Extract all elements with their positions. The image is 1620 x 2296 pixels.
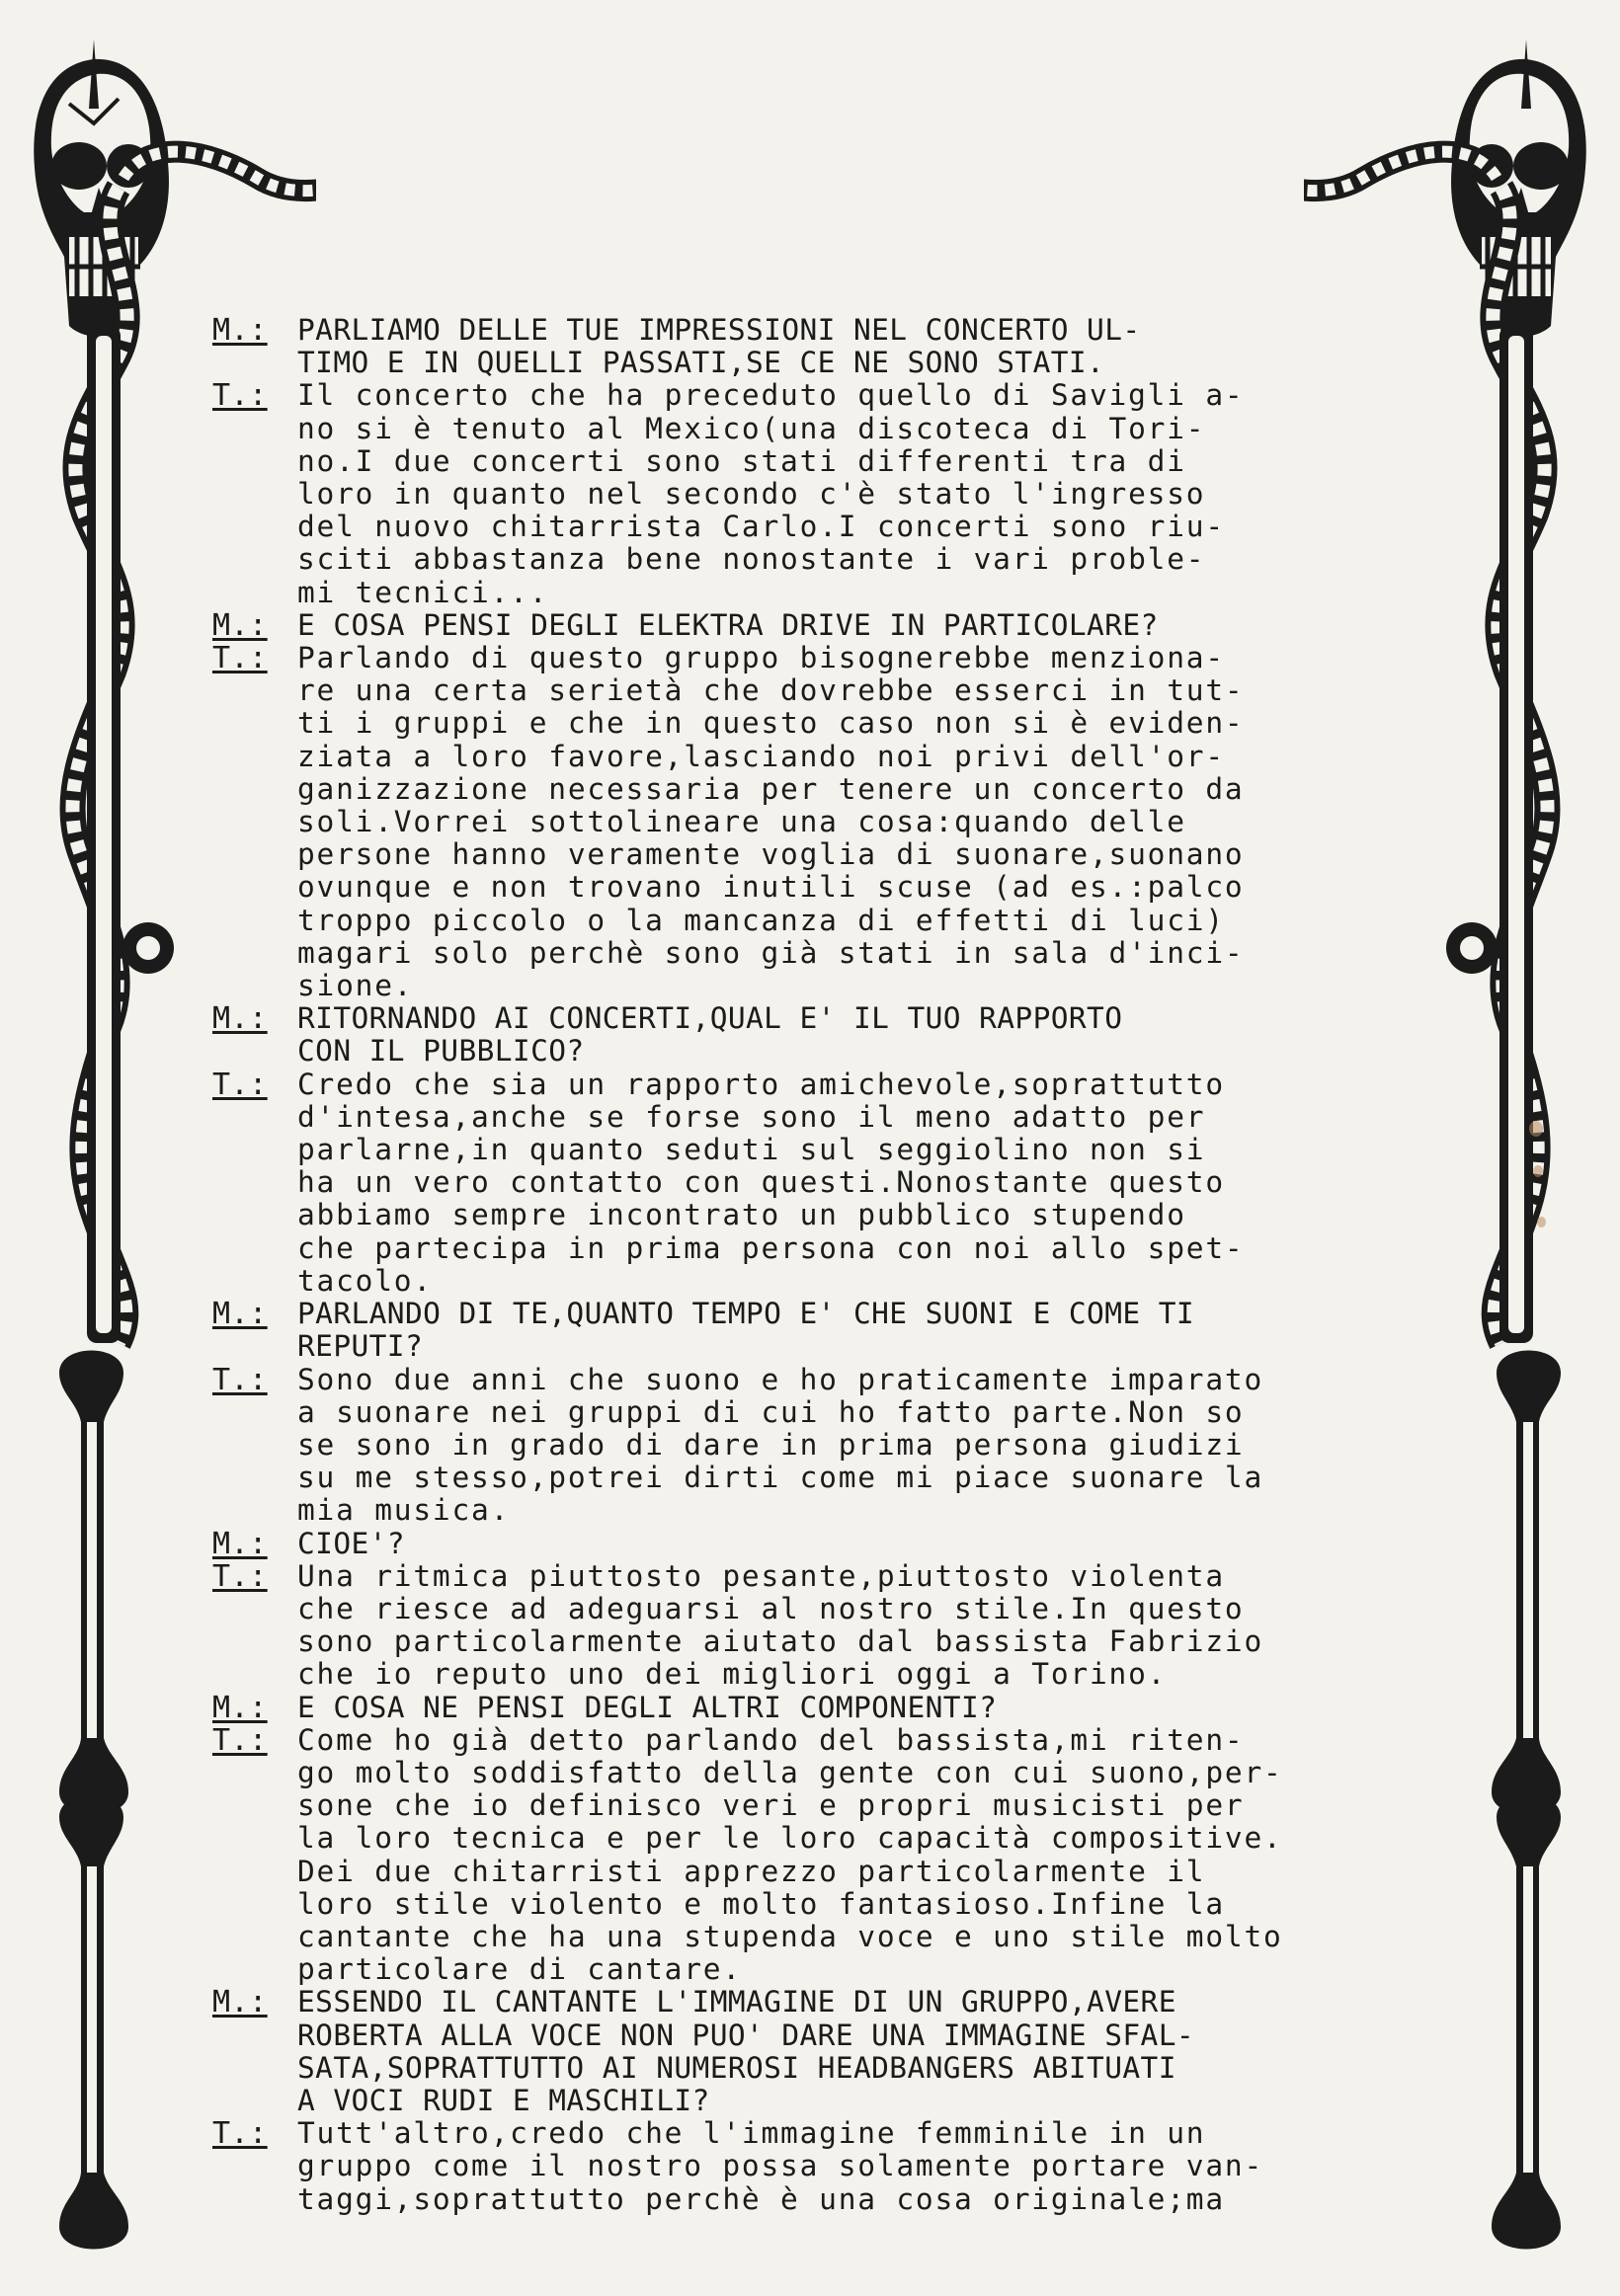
interviewer-question <box>212 609 1378 642</box>
text-line: tacolo. <box>297 1263 433 1298</box>
text-line: a suonare nei gruppi di cui ho fatto parte.Non so <box>297 1394 1245 1429</box>
femur-bone-icon <box>1492 1795 1561 2250</box>
interviewee-answer <box>212 379 1378 608</box>
text-line: soli.Vorrei sottolineare una cosa:quando delle <box>297 805 1186 839</box>
text-line: ti i gruppi e che in questo caso non si è eviden- <box>297 706 1245 741</box>
block-text <box>297 1560 1378 1692</box>
text-line: particolare di cantare. <box>297 1952 742 1987</box>
interviewer-question <box>212 1528 1378 1560</box>
interviewee-answer <box>212 1364 1378 1528</box>
text-line: CON IL PUBBLICO? <box>297 1034 585 1069</box>
paper-stain <box>1537 1217 1546 1227</box>
text-line: loro in quanto nel secondo c'è stato l'ingresso <box>297 477 1206 512</box>
skull-icon <box>1451 40 1586 337</box>
text-line: ziata a loro favore,lasciando noi privi dell'or- <box>297 739 1225 773</box>
speaker-label <box>212 1724 297 1757</box>
text-line: PARLANDO DI TE,QUANTO TEMPO E' CHE SUONI E COME TI <box>297 1297 1195 1331</box>
interviewer-question <box>212 1692 1378 1724</box>
text-line: ganizzazione necessaria per tenere un concerto da <box>297 771 1245 806</box>
speaker-initial: M.: <box>212 1001 268 1037</box>
block-text <box>297 1069 1378 1298</box>
text-line: mia musica. <box>297 1493 511 1528</box>
speaker-initial: T.: <box>212 1362 268 1397</box>
block-text <box>297 1298 1378 1363</box>
speaker-initial: M.: <box>212 1526 268 1561</box>
text-line: Una ritmica piuttosto pesante,piuttosto violenta <box>297 1558 1225 1593</box>
interviewee-answer <box>212 642 1378 1002</box>
interviewer-question <box>212 314 1378 379</box>
text-line: Parlando di questo gruppo bisognerebbe menziona- <box>297 641 1225 675</box>
text-line: Sono due anni che suono e ho praticamente imparato <box>297 1362 1264 1396</box>
speaker-initial: T.: <box>212 641 268 676</box>
text-line: ESSENDO IL CANTANTE L'IMMAGINE DI UN GRUPPO,AVERE <box>297 1985 1176 2019</box>
text-line: del nuovo chitarrista Carlo.I concerti sono riu- <box>297 510 1225 544</box>
interview-transcript <box>212 314 1378 2216</box>
text-line: no si è tenuto al Mexico(una discoteca di Tori- <box>297 411 1206 445</box>
speaker-initial: T.: <box>212 1067 268 1102</box>
speaker-initial: T.: <box>212 1722 268 1758</box>
text-line: re una certa serietà che dovrebbe esserci in tut- <box>297 673 1245 708</box>
block-text <box>297 1724 1378 1987</box>
text-line: sono particolarmente aiutato dal bassista Fabrizio <box>297 1624 1264 1659</box>
speaker-label <box>212 642 297 674</box>
text-line: sione. <box>297 969 414 1003</box>
speaker-initial: T.: <box>212 2116 268 2152</box>
text-line: loro stile violento e molto fantasioso.Infine la <box>297 1886 1225 1921</box>
block-text <box>297 2117 1378 2216</box>
interviewer-question <box>212 1002 1378 1068</box>
text-line: sone che io definisco veri e propri musicisti per <box>297 1788 1245 1823</box>
skull-icon <box>34 40 169 337</box>
spine-bone-icon <box>87 326 174 1343</box>
text-line: che riesce ad adeguarsi al nostro stile.In questo <box>297 1591 1245 1625</box>
speaker-label <box>212 1002 297 1035</box>
text-line: Dei due chitarristi apprezzo particolarmente il <box>297 1854 1206 1888</box>
text-line: REPUTI? <box>297 1329 424 1364</box>
speaker-initial: M.: <box>212 1297 268 1332</box>
speaker-initial: M.: <box>212 1985 268 2020</box>
text-line: se sono in grado di dare in prima persona giudizi <box>297 1427 1245 1462</box>
text-line: Tutt'altro,credo che l'immagine femminile in un <box>297 2116 1206 2151</box>
femur-bone-icon <box>59 1351 128 1815</box>
speaker-label <box>212 379 297 412</box>
text-line: persone hanno veramente voglia di suonare,suonano <box>297 837 1245 872</box>
interviewee-answer <box>212 1560 1378 1692</box>
block-text <box>297 314 1378 379</box>
interviewee-answer <box>212 2117 1378 2216</box>
text-line: gruppo come il nostro possa solamente portare van- <box>297 2149 1264 2183</box>
text-line: SATA,SOPRATTUTTO AI NUMEROSI HEADBANGERS ABITUATI <box>297 2050 1176 2085</box>
text-line: E COSA NE PENSI DEGLI ALTRI COMPONENTI? <box>297 1690 998 1724</box>
speaker-label <box>212 1069 297 1101</box>
spine-bone-icon <box>1446 326 1533 1343</box>
text-line: ROBERTA ALLA VOCE NON PUO' DARE UNA IMMAGINE SFAL- <box>297 2018 1195 2052</box>
text-line: E COSA PENSI DEGLI ELEKTRA DRIVE IN PARTICOLARE? <box>297 607 1159 642</box>
text-line: taggi,soprattutto perchè è una cosa originale;ma <box>297 2181 1225 2216</box>
text-line: Credo che sia un rapporto amichevole,soprattutto <box>297 1067 1225 1101</box>
speaker-initial: T.: <box>212 1558 268 1594</box>
text-line: ha un vero contatto con questi.Nonostante questo <box>297 1165 1225 1200</box>
text-line: RITORNANDO AI CONCERTI,QUAL E' IL TUO RAPPORTO <box>297 1001 1123 1036</box>
block-text <box>297 1528 1378 1560</box>
interviewer-question <box>212 1986 1378 2117</box>
text-line: la loro tecnica e per le loro capacità compositive. <box>297 1821 1283 1856</box>
text-line: cantante che ha una stupenda voce e uno stile molto <box>297 1919 1283 1953</box>
text-line: CIOE'? <box>297 1526 405 1560</box>
text-line: troppo piccolo o la mancanza di effetti di luci) <box>297 903 1225 937</box>
speaker-label <box>212 1528 297 1560</box>
text-line: su me stesso,potrei dirti come mi piace suonare la <box>297 1461 1264 1495</box>
text-line: PARLIAMO DELLE TUE IMPRESSIONI NEL CONCERTO UL- <box>297 313 1141 347</box>
speaker-label <box>212 1298 297 1330</box>
text-line: che partecipa in prima persona con noi allo spet- <box>297 1230 1245 1265</box>
speaker-label <box>212 1364 297 1396</box>
femur-bone-icon <box>59 1795 128 2250</box>
interviewee-answer <box>212 1724 1378 1987</box>
speaker-label <box>212 314 297 347</box>
text-line: Come ho già detto parlando del bassista,mi riten- <box>297 1722 1245 1757</box>
speaker-label <box>212 2117 297 2150</box>
femur-bone-icon <box>1492 1351 1561 1815</box>
text-line: parlarne,in quanto seduti sul seggiolino non si <box>297 1133 1206 1167</box>
speaker-label <box>212 1692 297 1724</box>
speaker-label <box>212 1560 297 1593</box>
speaker-label <box>212 1986 297 2019</box>
speaker-label <box>212 609 297 642</box>
block-text <box>297 1002 1378 1068</box>
text-line: Il concerto che ha preceduto quello di Savigli a- <box>297 378 1245 413</box>
block-text <box>297 1364 1378 1528</box>
text-line: magari solo perchè sono già stati in sala d'inci- <box>297 935 1245 970</box>
interviewer-question <box>212 1298 1378 1363</box>
text-line: mi tecnici... <box>297 575 549 609</box>
block-text <box>297 1986 1378 2117</box>
text-line: ovunque e non trovano inutili scuse (ad es.:palco <box>297 870 1245 905</box>
text-line: TIMO E IN QUELLI PASSATI,SE CE NE SONO STATI. <box>297 346 1105 380</box>
speaker-initial: M.: <box>212 313 268 348</box>
speaker-initial: M.: <box>212 1690 268 1725</box>
text-line: sciti abbastanza bene nonostante i vari proble- <box>297 542 1206 577</box>
speaker-initial: T.: <box>212 378 268 414</box>
paper-stain <box>1529 1121 1543 1137</box>
text-line: no.I due concerti sono stati differenti tra di <box>297 443 1186 478</box>
interviewee-answer <box>212 1069 1378 1298</box>
block-text <box>297 1692 1378 1724</box>
text-line: abbiamo sempre incontrato un pubblico stupendo <box>297 1198 1186 1232</box>
speaker-initial: M.: <box>212 607 268 643</box>
block-text <box>297 642 1378 1002</box>
block-text <box>297 379 1378 608</box>
text-line: d'intesa,anche se forse sono il meno adatto per <box>297 1099 1206 1134</box>
block-text <box>297 609 1378 642</box>
text-line: go molto soddisfatto della gente con cui suono,per- <box>297 1755 1283 1789</box>
paper-stain <box>1533 1165 1543 1177</box>
text-line: che io reputo uno dei migliori oggi a Torino. <box>297 1657 1168 1692</box>
text-line: A VOCI RUDI E MASCHILI? <box>297 2083 710 2117</box>
